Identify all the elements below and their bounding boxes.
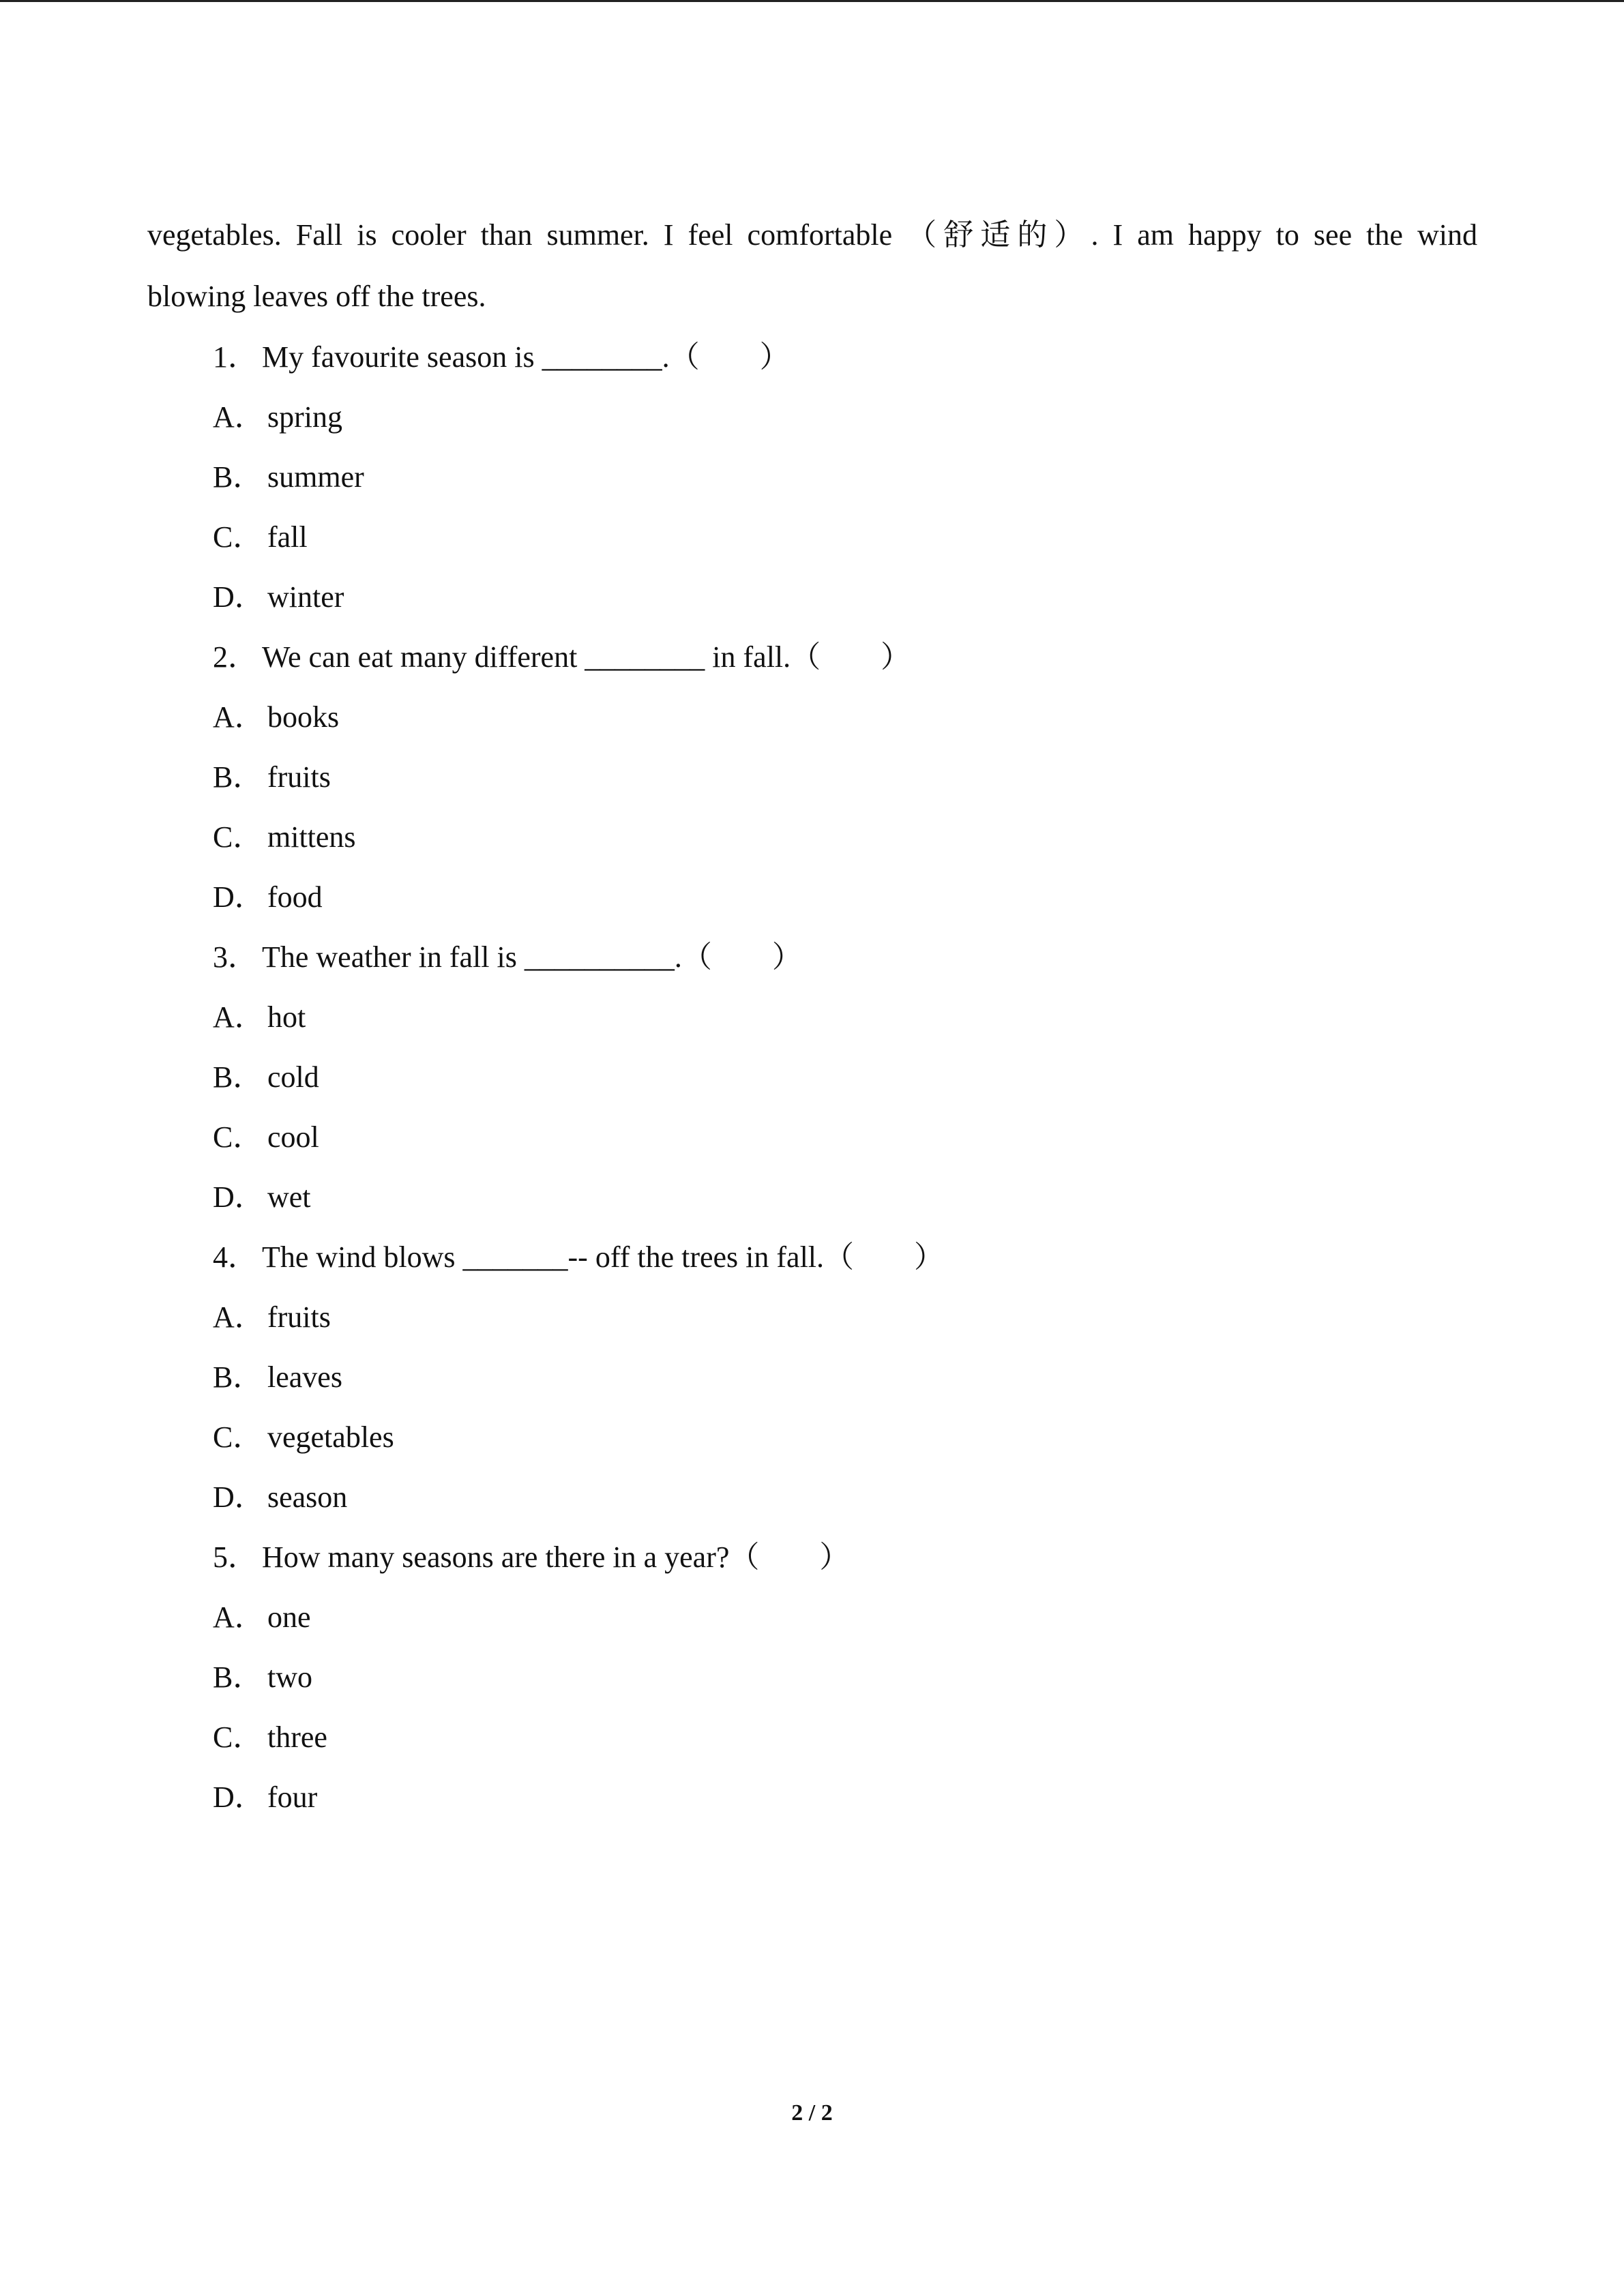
answer-option xyxy=(213,987,1484,1047)
question-text: We can eat many different ________ in fall.（ ） xyxy=(262,640,911,674)
question-text: How many seasons are there in a year?（ ） xyxy=(262,1540,850,1574)
answer-option xyxy=(213,1167,1484,1227)
question-number: 5． xyxy=(213,1540,258,1574)
answer-option xyxy=(213,1467,1484,1527)
option-text: books xyxy=(267,700,340,734)
answer-option xyxy=(213,1347,1484,1407)
question-1 xyxy=(213,327,1484,627)
option-letter: C． xyxy=(213,1720,263,1754)
question-stem xyxy=(213,327,1484,387)
answer-option xyxy=(213,387,1484,447)
question-text: The wind blows _______-- off the trees in fall.（ ） xyxy=(262,1240,945,1274)
option-letter: A． xyxy=(213,700,265,734)
option-text: cool xyxy=(267,1120,319,1154)
question-number: 2． xyxy=(213,640,258,674)
option-text: fruits xyxy=(267,760,331,794)
question-text: The weather in fall is __________.（ ） xyxy=(262,940,802,974)
option-letter: B． xyxy=(213,760,263,794)
option-letter: D． xyxy=(213,580,265,614)
answer-option xyxy=(213,1407,1484,1467)
option-letter: C． xyxy=(213,520,263,554)
page-number: 2 / 2 xyxy=(791,2100,833,2126)
option-letter: B． xyxy=(213,1360,263,1394)
answer-option xyxy=(213,747,1484,807)
option-letter: B． xyxy=(213,1060,263,1094)
option-text: fruits xyxy=(267,1300,331,1334)
option-letter: A． xyxy=(213,1300,265,1334)
question-text: My favourite season is ________.（ ） xyxy=(262,340,790,374)
question-3 xyxy=(213,927,1484,1227)
option-letter: B． xyxy=(213,460,263,494)
passage-line: vegetables. Fall is cooler than summer. I feel comfortable （舒适的）. I am happy to see the wind xyxy=(147,218,1477,252)
answer-option xyxy=(213,1287,1484,1347)
option-text: summer xyxy=(267,460,364,494)
option-text: fall xyxy=(267,520,308,554)
option-text: season xyxy=(267,1480,348,1514)
option-letter: D． xyxy=(213,1180,265,1214)
question-5 xyxy=(213,1527,1484,1828)
answer-option xyxy=(213,867,1484,927)
option-text: two xyxy=(267,1660,312,1694)
answer-option xyxy=(213,1587,1484,1648)
question-2 xyxy=(213,627,1484,927)
option-text: winter xyxy=(267,580,344,614)
option-letter: A． xyxy=(213,1600,265,1634)
top-border-rule xyxy=(0,0,1624,2)
answer-option xyxy=(213,1708,1484,1768)
option-letter: C． xyxy=(213,1120,263,1154)
question-stem xyxy=(213,627,1484,687)
question-number: 1． xyxy=(213,340,258,374)
option-letter: B． xyxy=(213,1660,263,1694)
option-text: food xyxy=(267,880,323,914)
question-stem xyxy=(213,927,1484,987)
answer-option xyxy=(213,1107,1484,1167)
option-text: four xyxy=(267,1780,318,1814)
option-text: leaves xyxy=(267,1360,342,1394)
option-text: one xyxy=(267,1600,311,1634)
answer-option xyxy=(213,1047,1484,1107)
answer-option xyxy=(213,447,1484,507)
option-letter: D． xyxy=(213,1780,265,1814)
option-text: hot xyxy=(267,1000,306,1034)
answer-option xyxy=(213,807,1484,867)
reading-passage xyxy=(147,205,1484,327)
option-letter: C． xyxy=(213,820,263,854)
question-4 xyxy=(213,1227,1484,1527)
option-letter: A． xyxy=(213,1000,265,1034)
passage-line: blowing leaves off the trees. xyxy=(147,280,486,313)
option-text: mittens xyxy=(267,820,356,854)
answer-option xyxy=(213,687,1484,747)
option-text: three xyxy=(267,1720,327,1754)
option-letter: C． xyxy=(213,1420,263,1454)
option-letter: D． xyxy=(213,1480,265,1514)
option-letter: A． xyxy=(213,400,265,434)
question-stem xyxy=(213,1227,1484,1287)
answer-option xyxy=(213,1648,1484,1708)
option-text: vegetables xyxy=(267,1420,394,1454)
answer-option xyxy=(213,567,1484,627)
answer-option xyxy=(213,1768,1484,1828)
question-list xyxy=(147,327,1484,1828)
question-number: 3． xyxy=(213,940,258,974)
option-text: spring xyxy=(267,400,342,434)
question-stem xyxy=(213,1527,1484,1587)
option-text: cold xyxy=(267,1060,319,1094)
document-body xyxy=(147,205,1484,1828)
option-text: wet xyxy=(267,1180,311,1214)
question-number: 4． xyxy=(213,1240,258,1274)
answer-option xyxy=(213,507,1484,567)
option-letter: D． xyxy=(213,880,265,914)
